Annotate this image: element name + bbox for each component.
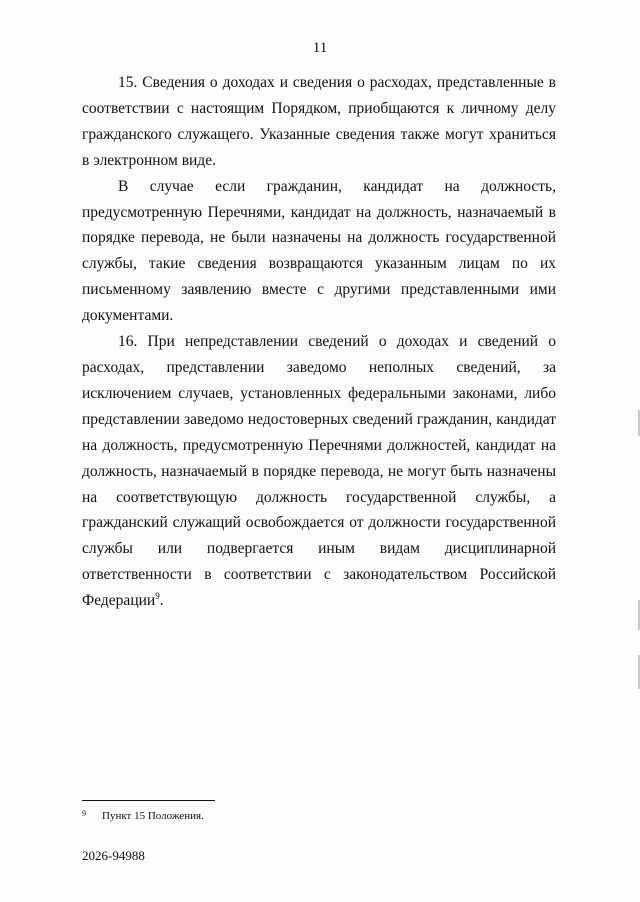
footnote-marker: 9 bbox=[82, 809, 86, 818]
footnote-reference: 9 bbox=[155, 591, 160, 602]
document-code: 2026-94988 bbox=[82, 848, 145, 863]
page-number: 11 bbox=[312, 40, 328, 56]
footnote-divider bbox=[82, 800, 215, 801]
paragraph-16 bbox=[82, 329, 556, 614]
document-body bbox=[82, 70, 556, 614]
paragraph-16-text: 16. При непредставлении сведений о доходах и сведений о расходах, представлении заведомо неполных сведений, за исключением случаев, установленных федеральными законами, либо представлении заведомо недостоверных сведений гражданин, кандидат на должность, предусмотренную Перечнями должностей, кандидат на должность, назначаемый в порядке перевода, не могут быть назначены на соответствующую должность государственной службы, а гражданский служащий освобождается от должности государственной службы или подвергается иным видам дисциплинарной ответственности в соответствии с законодательством Российской Федерации bbox=[82, 333, 556, 610]
footnote bbox=[82, 807, 556, 823]
footnote-text: Пункт 15 Положения. bbox=[102, 810, 204, 822]
paragraph-15: 15. Сведения о доходах и сведения о расходах, представленные в соответствии с настоящим Порядком, приобщаются к личному делу гражданского служащего. Указанные сведения также могут храниться в электронном виде. bbox=[82, 74, 556, 169]
paragraph-15-continuation: В случае если гражданин, кандидат на должность, предусмотренную Перечнями, кандидат на должность, назначаемый в порядке перевода, не были назначены на должность государственной службы, такие сведения возвращаются указанным лицам по их письменному заявлению вместе с другими представленными ими документами. bbox=[82, 177, 556, 325]
paragraph-16-end: . bbox=[159, 592, 164, 610]
